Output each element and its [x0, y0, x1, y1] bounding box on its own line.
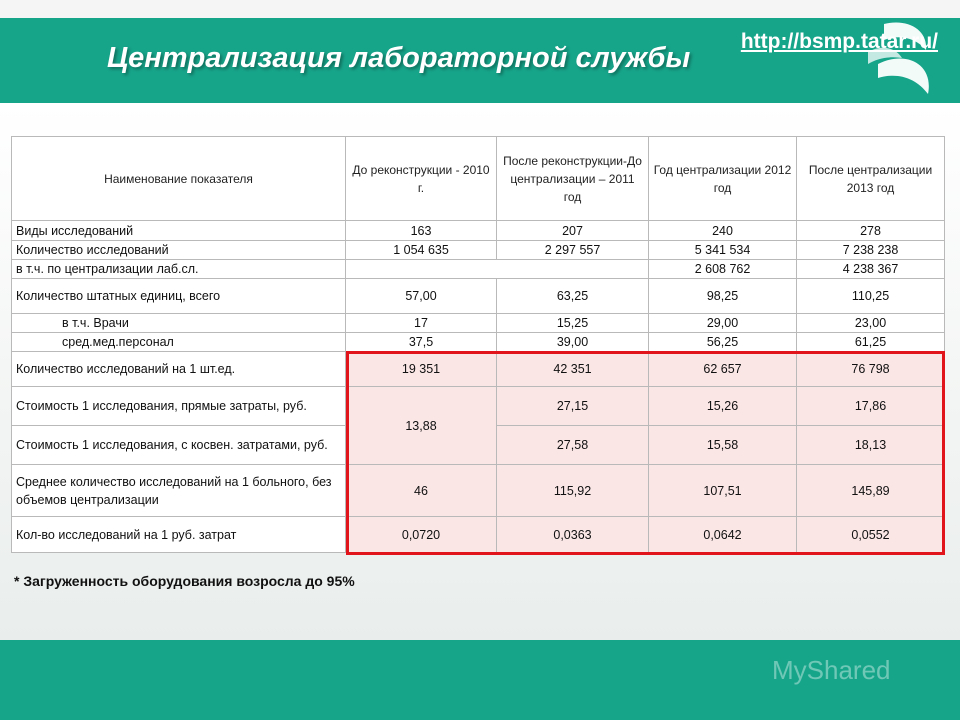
table-row [12, 352, 945, 387]
header-col2: После реконструкции-До централизации – 2011 год [497, 137, 649, 221]
cell-empty [346, 260, 649, 279]
cell: 17 [346, 314, 497, 333]
cell: 15,58 [649, 426, 797, 465]
cell: 61,25 [797, 333, 945, 352]
cell: 57,00 [346, 279, 497, 314]
row-label: Виды исследований [12, 221, 346, 241]
watermark: MyShared [772, 655, 891, 685]
slide-title: Централизация лабораторной службы [107, 42, 691, 74]
cell: 7 238 238 [797, 241, 945, 260]
cell: 2 297 557 [497, 241, 649, 260]
cell: 0,0552 [797, 517, 945, 553]
cell: 17,86 [797, 387, 945, 426]
cell: 163 [346, 221, 497, 241]
header-col4: После централизации 2013 год [797, 137, 945, 221]
cell: 18,13 [797, 426, 945, 465]
row-label: Стоимость 1 исследования, прямые затраты, руб. [12, 387, 346, 426]
cell: 107,51 [649, 465, 797, 517]
cell: 27,58 [497, 426, 649, 465]
header-col3: Год централизации 2012 год [649, 137, 797, 221]
logo-icon [862, 14, 942, 106]
cell: 76 798 [797, 352, 945, 387]
cell: 2 608 762 [649, 260, 797, 279]
cell: 1 054 635 [346, 241, 497, 260]
row-label: Кол-во исследований на 1 руб. затрат [12, 517, 346, 553]
cell-merged: 13,88 [346, 387, 497, 465]
cell: 62 657 [649, 352, 797, 387]
table-row [12, 279, 945, 314]
header-name: Наименование показателя [12, 137, 346, 221]
cell: 4 238 367 [797, 260, 945, 279]
table-row [12, 517, 945, 553]
cell: 115,92 [497, 465, 649, 517]
row-label: в т.ч. Врачи [12, 314, 346, 333]
table-row [12, 465, 945, 517]
cell: 110,25 [797, 279, 945, 314]
cell: 27,15 [497, 387, 649, 426]
cell: 0,0363 [497, 517, 649, 553]
footnote: * Загруженность оборудования возросла до 95% [14, 573, 355, 589]
cell: 19 351 [346, 352, 497, 387]
table-row [12, 221, 945, 241]
row-label: сред.мед.персонал [12, 333, 346, 352]
cell: 23,00 [797, 314, 945, 333]
row-label: Количество исследований [12, 241, 346, 260]
cell: 29,00 [649, 314, 797, 333]
cell: 240 [649, 221, 797, 241]
table-row [12, 387, 945, 426]
table-row [12, 314, 945, 333]
table-row [12, 260, 945, 279]
row-label: Количество исследований на 1 шт.ед. [12, 352, 346, 387]
row-label: Количество штатных единиц, всего [12, 279, 346, 314]
cell: 0,0642 [649, 517, 797, 553]
cell: 207 [497, 221, 649, 241]
footer-link[interactable]: http://bsmp.tatar.ru/ [740, 30, 938, 53]
cell: 42 351 [497, 352, 649, 387]
cell: 63,25 [497, 279, 649, 314]
table-row [12, 241, 945, 260]
cell: 39,00 [497, 333, 649, 352]
cell: 56,25 [649, 333, 797, 352]
cell: 278 [797, 221, 945, 241]
table-row [12, 333, 945, 352]
table-header-row [12, 137, 945, 221]
row-label: в т.ч. по централизации лаб.сл. [12, 260, 346, 279]
cell: 37,5 [346, 333, 497, 352]
cell: 5 341 534 [649, 241, 797, 260]
cell: 145,89 [797, 465, 945, 517]
data-table [11, 136, 945, 553]
cell: 98,25 [649, 279, 797, 314]
cell: 15,25 [497, 314, 649, 333]
header-col1: До реконструкции - 2010 г. [346, 137, 497, 221]
cell: 46 [346, 465, 497, 517]
cell: 15,26 [649, 387, 797, 426]
row-label: Стоимость 1 исследования, с косвен. затратами, руб. [12, 426, 346, 465]
cell: 0,0720 [346, 517, 497, 553]
row-label: Среднее количество исследований на 1 больного, без объемов централизации [12, 465, 346, 517]
